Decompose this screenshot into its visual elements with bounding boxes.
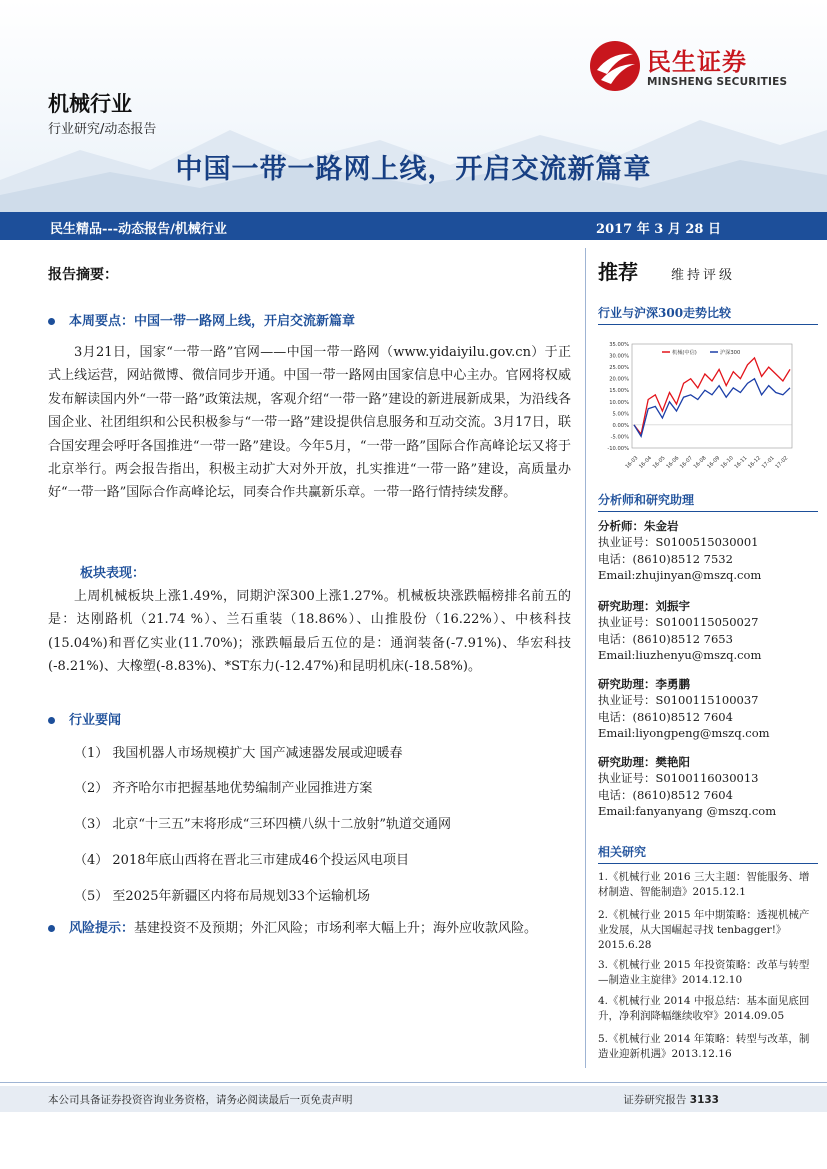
chart-x-tick-label: 16-06 bbox=[665, 455, 681, 471]
risk-text: 基建投资不及预期；外汇风险；市场利率大幅上升；海外应收款风险。 bbox=[134, 921, 538, 936]
chart-y-tick-label: 35.00% bbox=[609, 342, 629, 348]
trend-chart-svg bbox=[598, 332, 798, 482]
news-item: （2） 齐齐哈尔市把握基地优势编制产业园推进方案 bbox=[74, 781, 373, 796]
chart-legend-label: 机械(中信) bbox=[672, 350, 697, 356]
analyst-phone: 电话：(8610)8512 7653 bbox=[598, 631, 733, 646]
sector-text: 上周机械板块上涨1.49%，同期沪深300上涨1.27%。机械板块涨跌幅榜排名前五的是：达刚路机（21.74 %）、兰石重装（18.86%）、山推股份（16.22%）、中核科技(15.04%)和晋亿实业(11.70%)；涨跌幅最后五位的是：通润装备(-7.91%)、华宏科技(-8.21%)、大橡塑(-8.83%)、*ST东力(-12.47%)和昆明机床(-18.58%)。 bbox=[48, 589, 571, 675]
rating: 推荐 bbox=[598, 260, 638, 284]
analyst-cert: 执业证号：S0100515030001 bbox=[598, 535, 759, 550]
trend-chart bbox=[598, 332, 798, 486]
news-item: （3） 北京“十三五”末将形成“三环四横八纵十二放射”轨道交通网 bbox=[74, 817, 451, 832]
chart-series-line bbox=[634, 358, 790, 434]
analyst-phone: 电话：(8610)8512 7604 bbox=[598, 709, 733, 724]
related-item[interactable]: 4.《机械行业 2014 中报总结：基本面见底回升，净利润降幅继续收窄》2014.09.05 bbox=[598, 995, 810, 1022]
analyst-phone: 电话：(8610)8512 7604 bbox=[598, 787, 733, 802]
analyst-name: 分析师：朱金岩 bbox=[598, 519, 679, 533]
sector-heading: 板块表现： bbox=[80, 566, 146, 581]
analyst-cert: 执业证号：S0100116030013 bbox=[598, 771, 759, 786]
focus-text: 3月21日，国家“一带一路”官网——中国一带一路网（www.yidaiyilu.gov.cn）于正式上线运营，网站微博、微信同步开通。中国一带一路网由国家信息中心主办。官网将权威发布解读国内外“一带一路”政策法规，客观介绍“一带一路”建设的新进展新成果，为沿线各国企业、社团组织和公民积极参与“一带一路”建设提供信息服务和互动交流。3月17日，联合国安理会呼吁各国推进“一带一路”建设。今年5月，“一带一路”国际合作高峰论坛又将于北京举行。两会报告指出，积极主动扩大对外开放，扎实推进“一带一路”建设，高质量办好“一带一路”国际合作高峰论坛，同奏合作共赢新乐章。一带一路行情持续发酵。 bbox=[48, 345, 571, 501]
analyst-cert: 执业证号：S0100115100037 bbox=[598, 693, 759, 708]
bullet-icon bbox=[48, 925, 55, 932]
brand-logo bbox=[589, 40, 789, 96]
chart-x-tick-label: 16-07 bbox=[679, 455, 694, 471]
risk-note bbox=[48, 918, 571, 940]
focus-heading bbox=[48, 310, 355, 329]
news-heading-text: 行业要闻 bbox=[69, 713, 122, 728]
analyst-email[interactable]: Email:zhujinyan@mszq.com bbox=[598, 568, 762, 583]
analyst-email[interactable]: Email:liuzhenyu@mszq.com bbox=[598, 648, 762, 663]
chart-x-tick-label: 17-02 bbox=[774, 455, 790, 471]
chart-x-tick-label: 16-10 bbox=[719, 455, 735, 471]
analyst-phone: 电话：(8610)8512 7532 bbox=[598, 551, 733, 566]
chart-x-tick-label: 16-11 bbox=[733, 455, 749, 471]
sector-paragraph bbox=[48, 585, 571, 679]
analyst-name: 研究助理：樊艳阳 bbox=[598, 755, 690, 769]
footer-divider bbox=[0, 1082, 827, 1083]
chart-y-tick-label: 20.00% bbox=[609, 376, 629, 383]
analyst-email[interactable]: Email:liyongpeng@mszq.com bbox=[598, 726, 770, 741]
rating-action: 维持评级 bbox=[671, 268, 736, 283]
chart-x-tick-label: 16-12 bbox=[747, 455, 763, 471]
footer bbox=[0, 1086, 827, 1112]
bullet-icon bbox=[48, 318, 55, 325]
focus-heading-text: 本周要点：中国一带一路网上线，开启交流新篇章 bbox=[69, 314, 356, 329]
report-type: 行业研究/动态报告 bbox=[48, 122, 157, 137]
news-heading bbox=[48, 709, 121, 728]
chart-legend-label: 沪深300 bbox=[720, 350, 741, 356]
analyst-name: 研究助理：李勇鹏 bbox=[598, 677, 690, 691]
analyst-card bbox=[598, 518, 818, 584]
chart-y-tick-label: 25.00% bbox=[609, 365, 629, 372]
news-item: （5） 至2025年新疆区内将布局规划33个运输机场 bbox=[74, 889, 371, 904]
chart-series-line bbox=[634, 379, 790, 437]
related-item[interactable]: 3.《机械行业 2015 年投资策略：改革与转型—制造业主旋律》2014.12.10 bbox=[598, 959, 810, 986]
band-series: 民生精品---动态报告/机械行业 bbox=[50, 222, 227, 237]
logo-text: 民生证券 bbox=[647, 48, 747, 76]
related-item[interactable]: 5.《机械行业 2014 年策略：转型与改革，制造业迎新机遇》2013.12.16 bbox=[598, 1033, 810, 1060]
footer-disclaimer: 本公司具备证券投资咨询业务资格，请务必阅读最后一页免责声明 bbox=[48, 1094, 353, 1106]
analyst-card bbox=[598, 754, 818, 820]
chart-heading: 行业与沪深300走势比较 bbox=[598, 304, 818, 325]
chart-y-tick-label: 0.00% bbox=[612, 422, 629, 429]
column-divider bbox=[585, 248, 586, 1068]
related-heading: 相关研究 bbox=[598, 843, 818, 864]
risk-label: 风险提示： bbox=[69, 921, 135, 936]
report-header bbox=[0, 0, 827, 212]
chart-x-tick-label: 17-01 bbox=[760, 455, 776, 471]
chart-x-tick-label: 16-09 bbox=[706, 455, 722, 471]
related-item[interactable]: 2.《机械行业 2015 年中期策略：透视机械产业发展，从大国崛起寻找 tenbagger!》2015.6.28 bbox=[598, 909, 810, 951]
footer-page-info bbox=[623, 1092, 719, 1107]
chart-y-tick-label: -10.00% bbox=[607, 446, 629, 452]
analyst-cert: 执业证号：S0100115050027 bbox=[598, 615, 759, 630]
focus-paragraph bbox=[48, 341, 571, 505]
chart-y-tick-label: 10.00% bbox=[609, 399, 629, 406]
bullet-icon bbox=[48, 717, 55, 724]
page-number: 3133 bbox=[689, 1094, 719, 1106]
page-title: 中国一带一路网上线，开启交流新篇章 bbox=[175, 154, 652, 185]
news-item: （4） 2018年底山西将在晋北三市建成46个投运风电项目 bbox=[74, 853, 410, 868]
chart-x-tick-label: 16-05 bbox=[651, 455, 667, 471]
chart-x-tick-label: 16-03 bbox=[624, 455, 640, 471]
chart-y-tick-label: 15.00% bbox=[609, 388, 629, 395]
news-item: （1） 我国机器人市场规模扩大 国产减速器发展或迎暖春 bbox=[74, 746, 403, 761]
analyst-card bbox=[598, 598, 818, 664]
report-date: 2017 年 3 月 28 日 bbox=[596, 222, 721, 237]
footer-label: 证券研究报告 bbox=[623, 1094, 687, 1106]
industry-name: 机械行业 bbox=[48, 92, 132, 116]
chart-y-tick-label: 30.00% bbox=[609, 353, 629, 360]
chart-x-tick-label: 16-04 bbox=[638, 455, 654, 471]
analyst-email[interactable]: Email:fanyanyang @mszq.com bbox=[598, 804, 777, 819]
chart-y-tick-label: 5.00% bbox=[612, 411, 629, 418]
analysts-heading: 分析师和研究助理 bbox=[598, 491, 818, 512]
logo-subtext: MINSHENG SECURITIES bbox=[647, 76, 788, 88]
summary-heading: 报告摘要： bbox=[48, 267, 118, 283]
logo-mark-icon bbox=[589, 40, 641, 92]
analyst-card bbox=[598, 676, 818, 742]
related-item[interactable]: 1.《机械行业 2016 三大主题：智能服务、增材制造、智能制造》2015.12.1 bbox=[598, 871, 810, 898]
analyst-name: 研究助理：刘振宇 bbox=[598, 599, 690, 613]
report-band bbox=[0, 212, 827, 240]
chart-y-tick-label: -5.00% bbox=[610, 434, 629, 441]
chart-x-tick-label: 16-08 bbox=[692, 455, 708, 471]
